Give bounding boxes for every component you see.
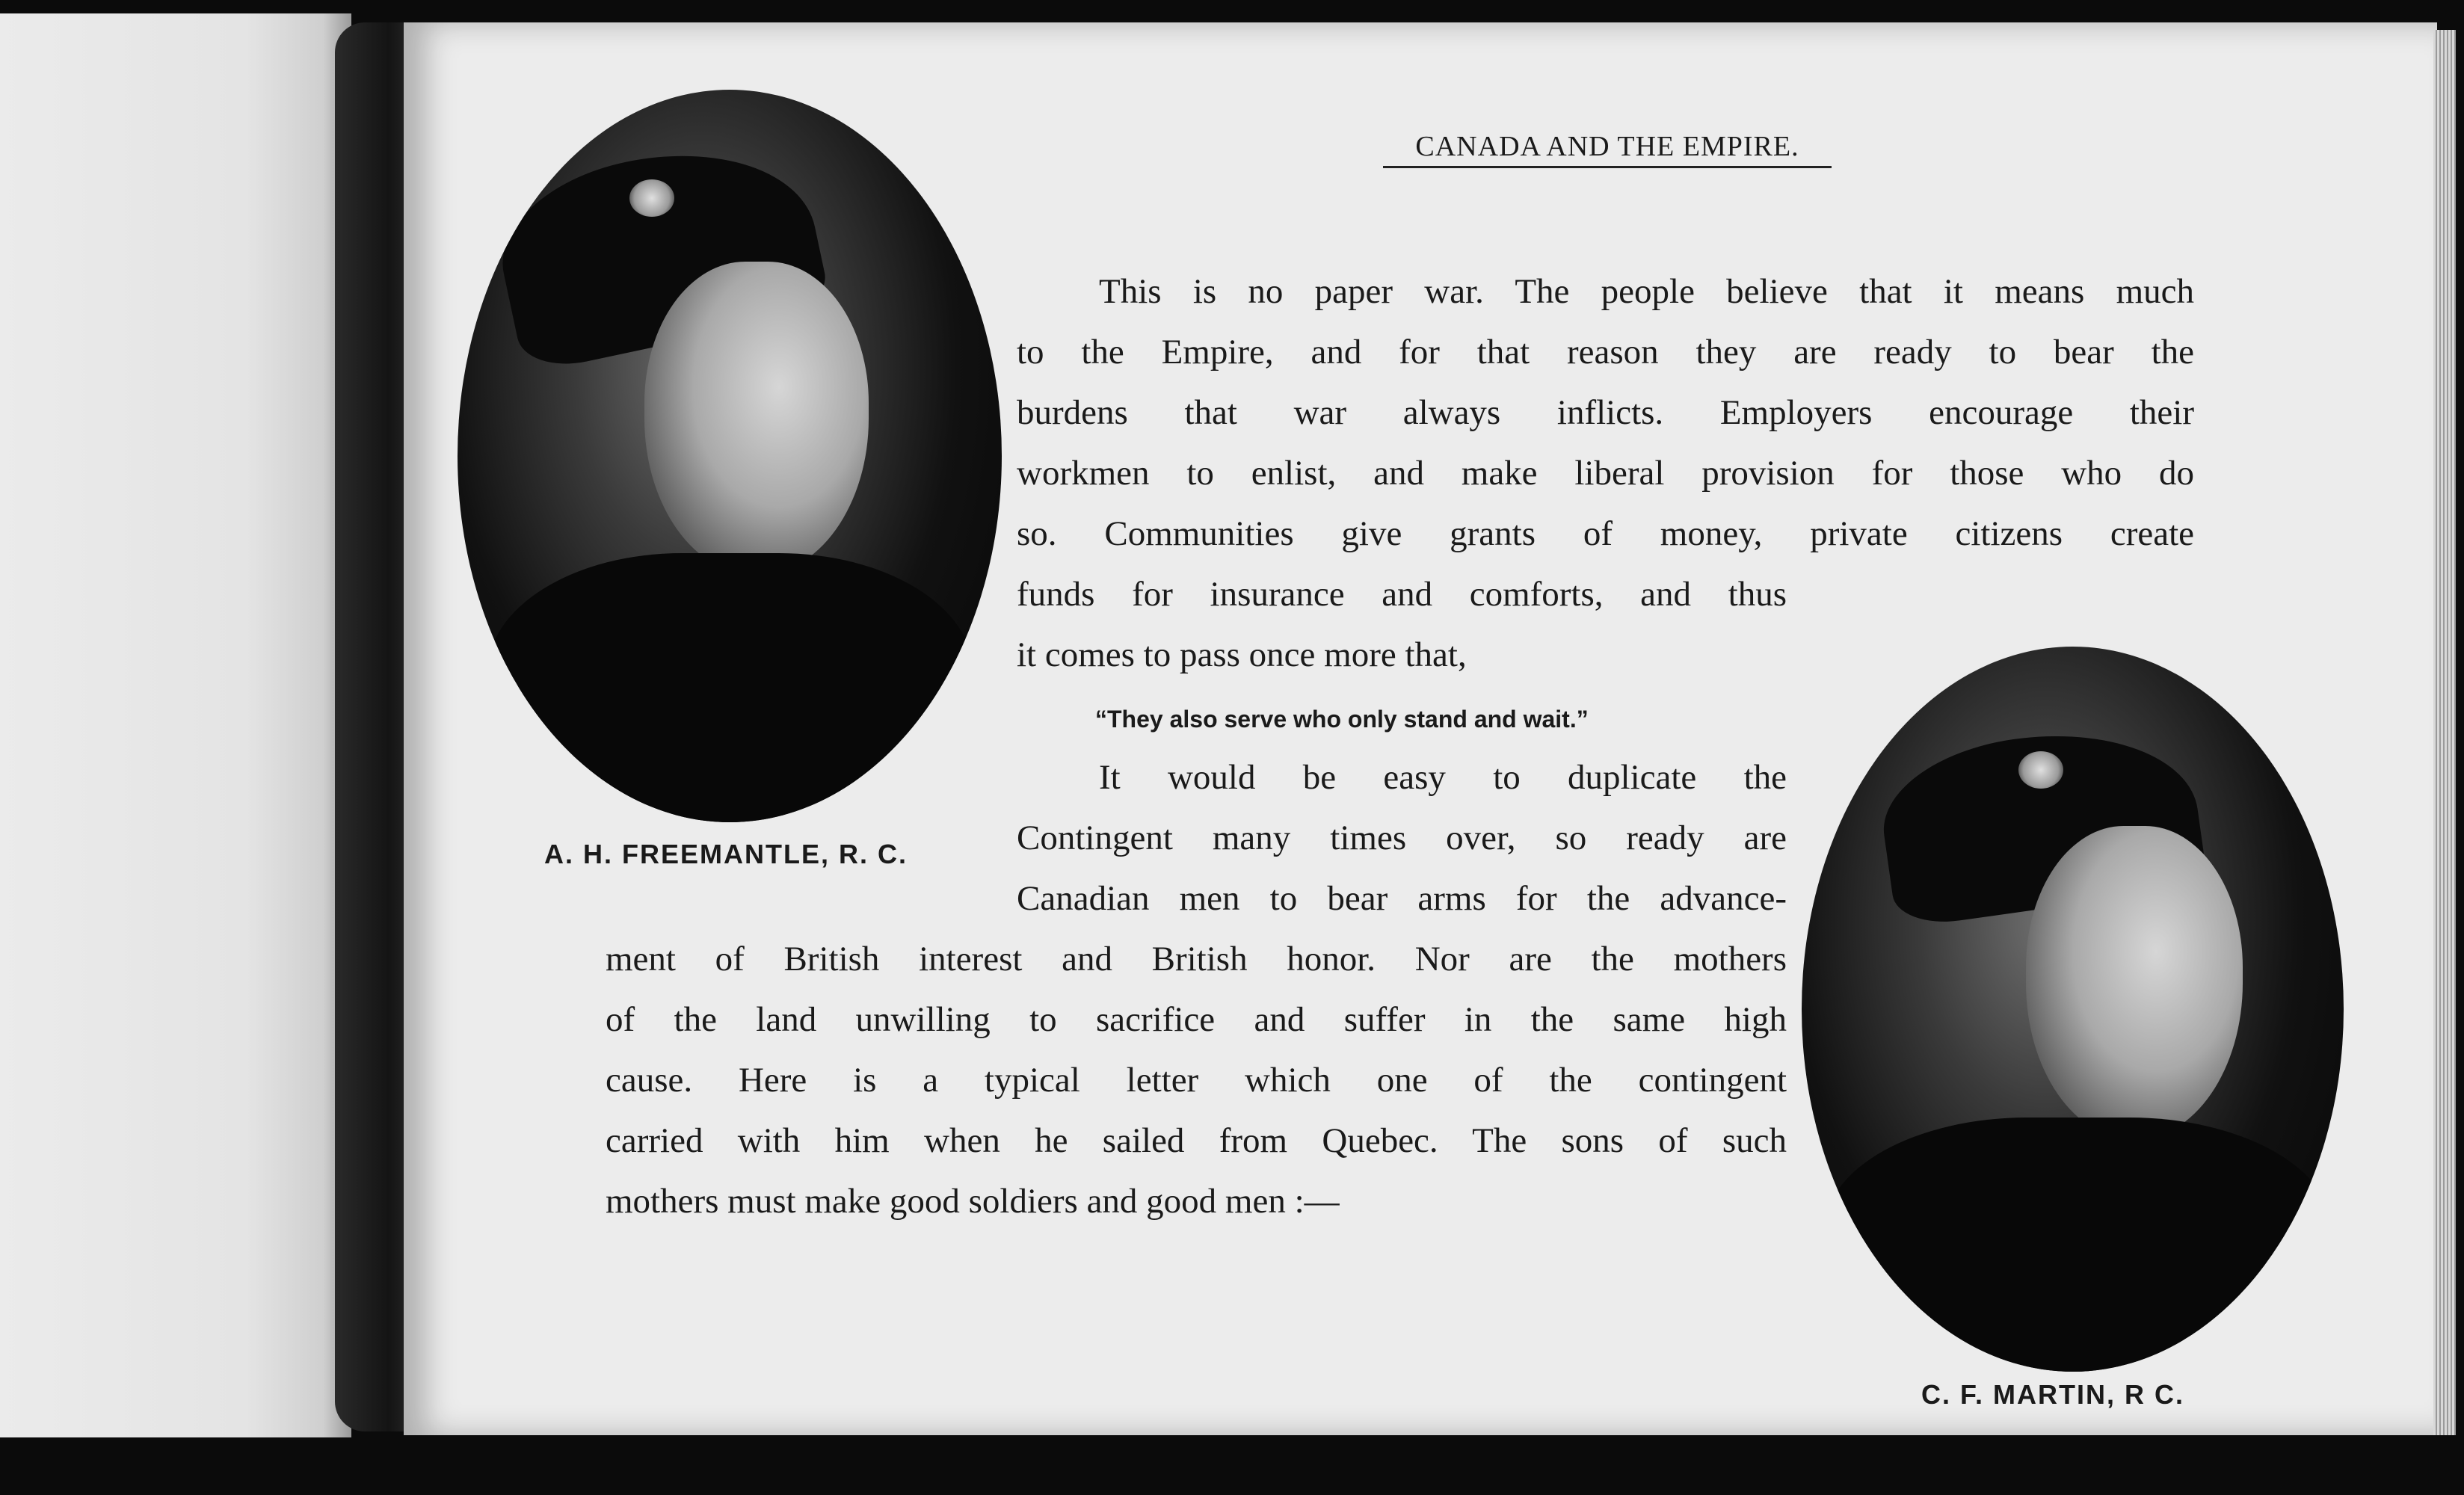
cap-badge	[629, 179, 674, 217]
text-line: so. Communities give grants of money, private citizens create	[1017, 514, 2194, 553]
text-line: of the land unwilling to sacrifice and suffer in the same high	[606, 1000, 1787, 1039]
portrait-martin	[1802, 647, 2344, 1372]
portrait-freemantle	[458, 90, 1002, 822]
running-head: CANADA AND THE EMPIRE.	[1383, 130, 1832, 168]
text-line: This is no paper war. The people believe that it means much	[1099, 272, 2194, 311]
page-edge	[2433, 30, 2456, 1435]
paragraph	[1017, 564, 1787, 685]
quotation: “They also serve who only stand and wait.”	[1095, 706, 1589, 733]
text-line: Contingent many times over, so ready are	[1017, 819, 1787, 857]
face-shape	[2026, 826, 2243, 1140]
tunic-shape	[1824, 1118, 2332, 1372]
text-line: workmen to enlist, and make liberal provision for those who do	[1017, 454, 2194, 493]
text-line: ment of British interest and British honor. Nor are the mothers	[606, 940, 1787, 978]
text-line: it comes to pass once more that,	[1017, 635, 1467, 674]
left-page	[0, 13, 351, 1437]
text-line: carried with him when he sailed from Quebec. The sons of such	[606, 1121, 1787, 1160]
paragraph	[606, 929, 1787, 1232]
text-line: It would be easy to duplicate the	[1099, 758, 1787, 797]
paragraph	[1017, 748, 1787, 929]
portrait-caption: A. H. FREEMANTLE, R. C.	[544, 839, 908, 869]
text-line: funds for insurance and comforts, and thus	[1017, 575, 1787, 614]
text-line: cause. Here is a typical letter which one of the contingent	[606, 1061, 1787, 1100]
cap-badge	[2018, 751, 2063, 789]
text-line: to the Empire, and for that reason they are ready to bear the	[1017, 333, 2194, 372]
text-line: mothers must make good soldiers and good men :—	[606, 1182, 1340, 1221]
text-line: Canadian men to bear arms for the advance-	[1017, 879, 1787, 918]
face-shape	[644, 262, 869, 576]
tunic-shape	[487, 553, 973, 822]
paragraph	[1017, 262, 2194, 564]
portrait-caption: C. F. MARTIN, R C.	[1921, 1379, 2184, 1410]
text-line: burdens that war always inflicts. Employers encourage their	[1017, 393, 2194, 432]
